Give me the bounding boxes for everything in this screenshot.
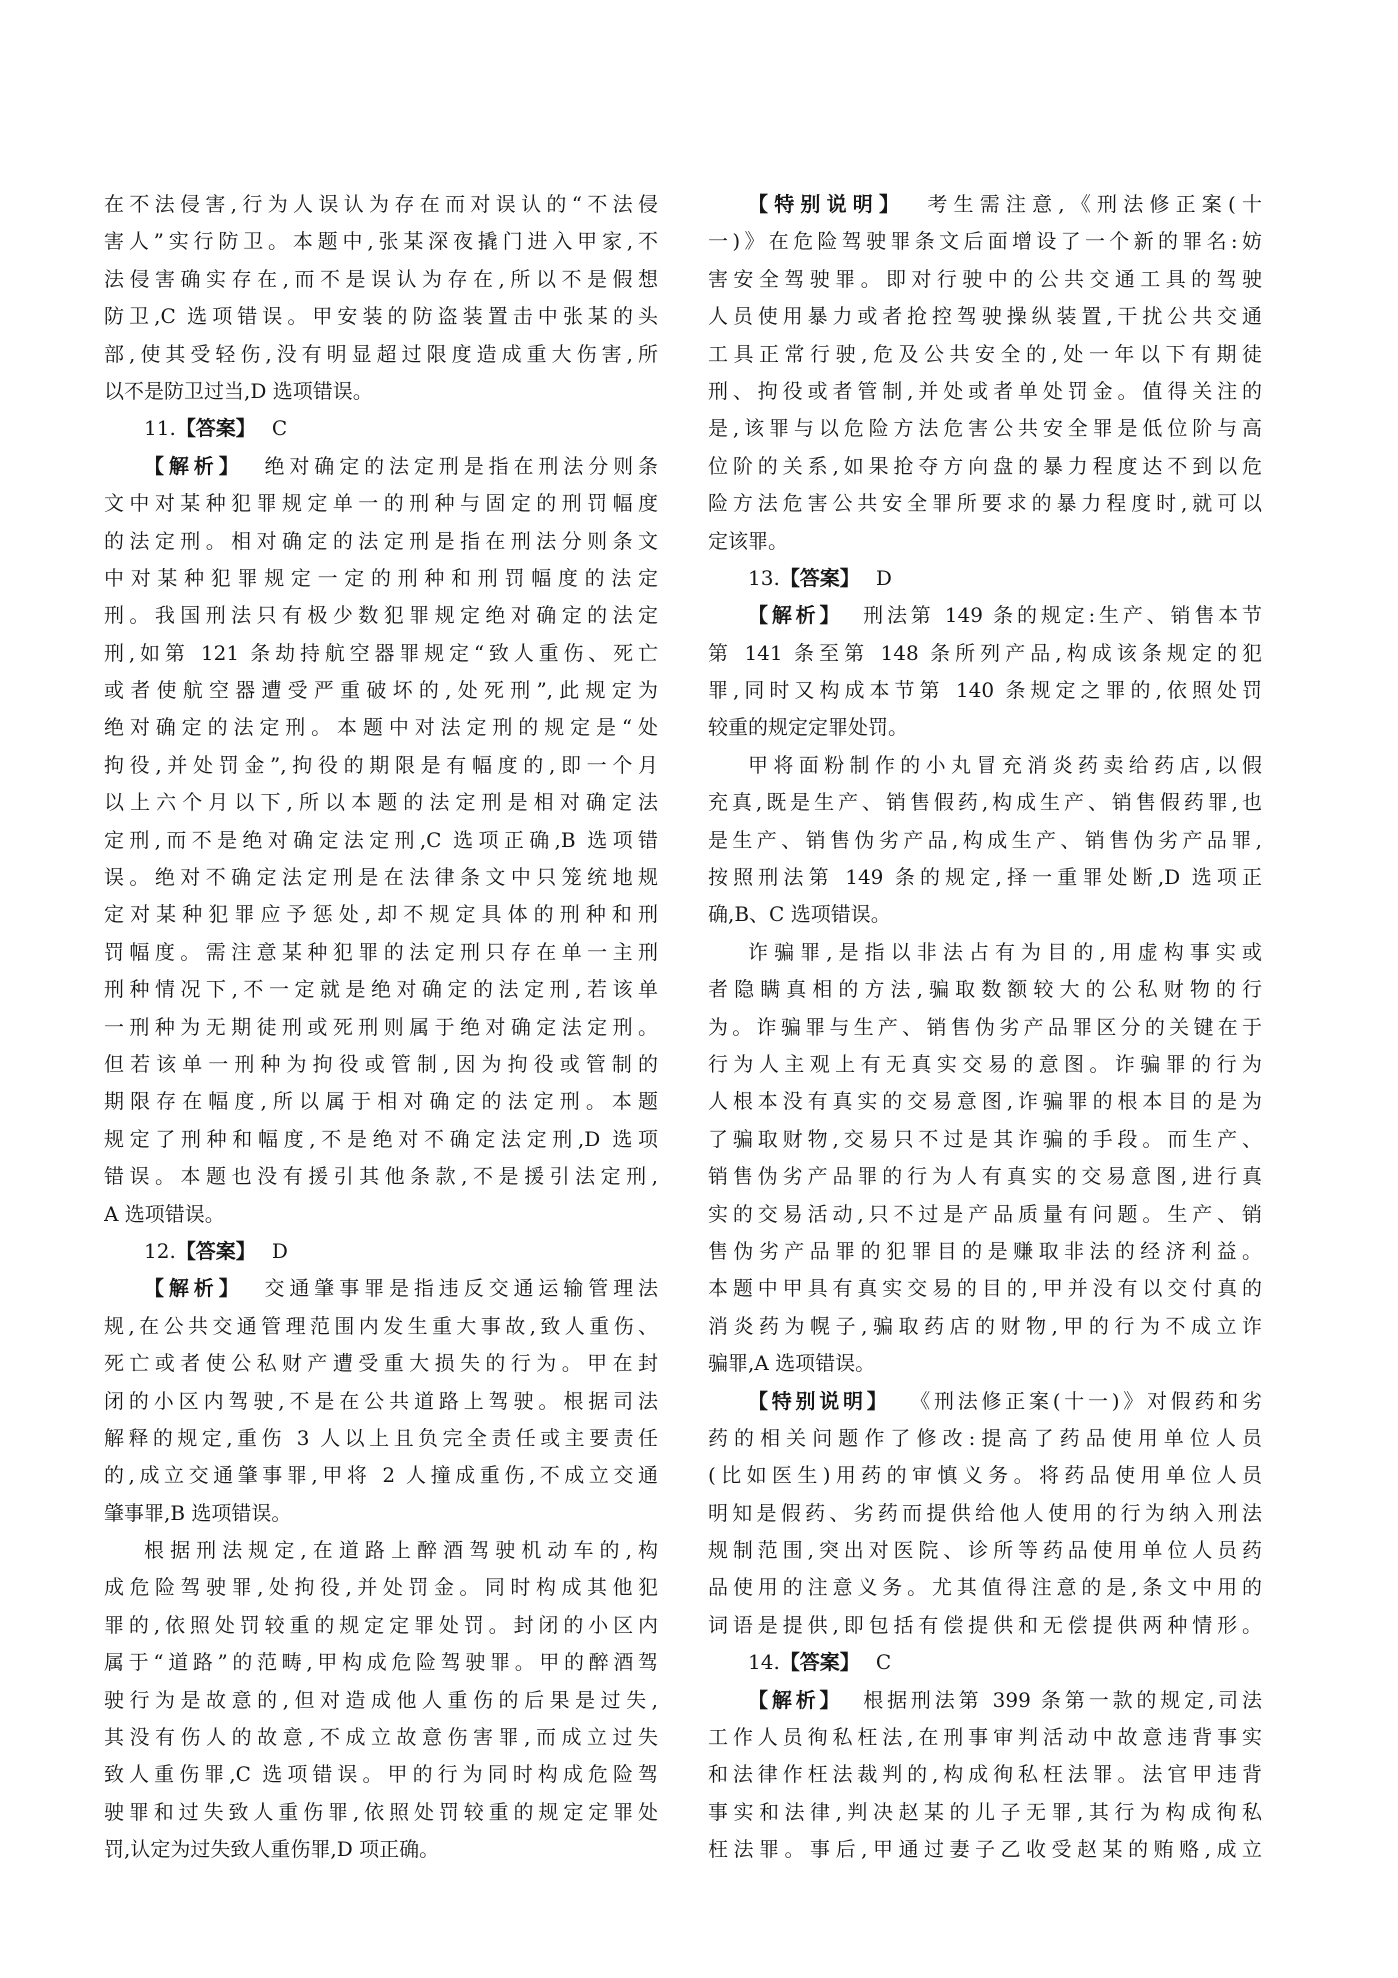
text-line	[104, 485, 658, 522]
text-line	[708, 1196, 1262, 1233]
text-line	[104, 784, 658, 821]
line-text: 刑种情况下,不一定就是绝对确定的法定刑,若该单	[104, 977, 658, 1002]
line-text: C	[271, 416, 288, 441]
text-line	[104, 1046, 658, 1083]
text-line	[104, 1831, 658, 1868]
section-tag: 【解析】	[144, 1276, 244, 1301]
line-text: 属于“道路”的范畴,甲构成危险驾驶罪。甲的醉酒驾	[104, 1650, 658, 1675]
line-text: 本题中甲具有真实交易的目的,甲并没有以交付真的	[708, 1276, 1262, 1301]
text-line	[708, 1756, 1262, 1793]
text-line	[708, 672, 1262, 709]
line-text: 较重的规定定罪处罚。	[708, 715, 908, 740]
text-line	[708, 186, 1262, 223]
text-line	[104, 1009, 658, 1046]
text-line	[708, 597, 1262, 634]
text-line	[708, 709, 1262, 746]
line-text: 文中对某种犯罪规定单一的刑种与固定的刑罚幅度	[104, 491, 658, 516]
line-text: 成危险驾驶罪,处拘役,并处罚金。同时构成其他犯	[104, 1575, 658, 1600]
text-line	[708, 1233, 1262, 1270]
section-tag: 【解析】	[748, 1687, 844, 1712]
line-text: 充真,既是生产、销售假药,构成生产、销售假药罪,也	[708, 790, 1262, 815]
question-number: 13.	[748, 565, 780, 590]
text-line	[104, 1682, 658, 1719]
text-line	[104, 1308, 658, 1345]
line-text: 刑法第 149 条的规定:生产、销售本节	[859, 603, 1262, 628]
text-line	[708, 261, 1262, 298]
section-tag: 【解析】	[144, 453, 244, 478]
line-text: 词语是提供,即包括有偿提供和无偿提供两种情形。	[708, 1612, 1262, 1637]
section-tag: 【答案】	[175, 1238, 256, 1263]
text-line	[708, 1644, 1262, 1681]
line-text: 其没有伤人的故意,不成立故意伤害罪,而成立过失	[104, 1725, 658, 1750]
line-text: 是,该罪与以危险方法危害公共安全罪是低位阶与高	[708, 416, 1262, 441]
line-text: 的法定刑。相对确定的法定刑是指在刑法分则条文	[104, 528, 658, 553]
line-text: 错误。本题也没有援引其他条款,不是援引法定刑,	[104, 1164, 658, 1189]
line-text: 刑。我国刑法只有极少数犯罪规定绝对确定的法定	[104, 603, 658, 628]
line-text: 人员使用暴力或者抢控驾驶操纵装置,干扰公共交通	[708, 304, 1262, 329]
text-line	[104, 1794, 658, 1831]
text-line	[104, 186, 658, 223]
line-text: 一刑种为无期徒刑或死刑则属于绝对确定法定刑。	[104, 1014, 658, 1039]
text-line	[708, 1607, 1262, 1644]
question-number: 12.	[144, 1238, 176, 1263]
text-line	[104, 971, 658, 1008]
text-line	[104, 1756, 658, 1793]
line-text: 人根本没有真实的交易意图,诈骗罪的根本目的是为	[708, 1089, 1262, 1114]
line-text: 售伪劣产品罪的犯罪目的是赚取非法的经济利益。	[708, 1238, 1262, 1263]
line-text: 实的交易活动,只不过是产品质量有问题。生产、销	[708, 1201, 1262, 1226]
line-text: A 选项错误。	[104, 1201, 225, 1226]
text-line	[708, 1457, 1262, 1494]
text-line	[104, 1532, 658, 1569]
text-line	[708, 1083, 1262, 1120]
text-line	[708, 373, 1262, 410]
line-text: 法侵害确实存在,而不是误认为存在,所以不是假想	[104, 266, 658, 291]
text-line	[104, 822, 658, 859]
line-text: 刑,如第 121 条劫持航空器罪规定“致人重伤、死亡	[104, 640, 658, 665]
line-text: 肇事罪,B 选项错误。	[104, 1500, 292, 1525]
text-line	[104, 896, 658, 933]
text-line	[708, 1495, 1262, 1532]
text-line	[104, 1719, 658, 1756]
line-text: 驶罪和过失致人重伤罪,依照处罚较重的规定定罪处	[104, 1799, 658, 1824]
text-line	[104, 261, 658, 298]
text-line	[708, 410, 1262, 447]
text-line	[104, 1383, 658, 1420]
line-text: 规定了刑种和幅度,不是绝对不确定法定刑,D 选项	[104, 1126, 658, 1151]
line-text: 闭的小区内驾驶,不是在公共道路上驾驶。根据司法	[104, 1388, 658, 1413]
line-text: 了骗取财物,交易只不过是其诈骗的手段。而生产、	[708, 1126, 1262, 1151]
line-text: 驶行为是故意的,但对造成他人重伤的后果是过失,	[104, 1687, 658, 1712]
line-text: 明知是假药、劣药而提供给他人使用的行为纳入刑法	[708, 1500, 1262, 1525]
line-text: 误。绝对不确定法定刑是在法律条文中只笼统地规	[104, 865, 658, 890]
section-tag: 【特别说明】	[748, 1388, 891, 1413]
section-tag: 【解析】	[748, 603, 844, 628]
line-text: 是生产、销售伪劣产品,构成生产、销售伪劣产品罪,	[708, 827, 1262, 852]
right-column	[708, 186, 1262, 1869]
text-line	[104, 709, 658, 746]
text-line	[104, 747, 658, 784]
text-line	[708, 1383, 1262, 1420]
text-line	[104, 560, 658, 597]
line-text: 解释的规定,重伤 3 人以上且负完全责任或主要责任	[104, 1425, 658, 1450]
line-text: 诈骗罪,是指以非法占有为目的,用虚构事实或	[748, 939, 1262, 964]
line-text: 行为人主观上有无真实交易的意图。诈骗罪的行为	[708, 1051, 1262, 1076]
line-text: 罪的,依照处罚较重的规定定罪处罚。封闭的小区内	[104, 1612, 658, 1637]
text-line	[104, 373, 658, 410]
line-text: 的,成立交通肇事罪,甲将 2 人撞成重伤,不成立交通	[104, 1463, 658, 1488]
line-text: 《刑法修正案(十一)》对假药和劣	[906, 1388, 1262, 1413]
text-line	[104, 1644, 658, 1681]
text-line	[104, 597, 658, 634]
line-text: 甲将面粉制作的小丸冒充消炎药卖给药店,以假	[748, 752, 1262, 777]
line-text: 枉法罪。事后,甲通过妻子乙收受赵某的贿赂,成立	[708, 1837, 1262, 1862]
line-text: 者隐瞒真相的方法,骗取数额较大的公私财物的行	[708, 977, 1262, 1002]
line-text: 工作人员徇私枉法,在刑事审判活动中故意违背事实	[708, 1725, 1262, 1750]
text-line	[104, 672, 658, 709]
text-line	[104, 1607, 658, 1644]
line-text: 罪,同时又构成本节第 140 条规定之罪的,依照处罚	[708, 678, 1262, 703]
text-line	[104, 1457, 658, 1494]
text-line	[104, 1158, 658, 1195]
left-column	[104, 186, 658, 1869]
text-line	[708, 635, 1262, 672]
text-line	[104, 448, 658, 485]
line-text: 或者使航空器遭受严重破坏的,处死刑”,此规定为	[104, 678, 658, 703]
text-line	[708, 896, 1262, 933]
text-line	[708, 971, 1262, 1008]
line-text: 防卫,C 选项错误。甲安装的防盗装置击中张某的头	[104, 304, 658, 329]
text-line	[708, 1009, 1262, 1046]
text-line	[708, 1046, 1262, 1083]
text-line	[104, 1270, 658, 1307]
text-line	[708, 1719, 1262, 1756]
text-line	[708, 523, 1262, 560]
text-line	[708, 336, 1262, 373]
line-text: 险方法危害公共安全罪所要求的暴力程度时,就可以	[708, 491, 1262, 516]
text-line	[104, 1495, 658, 1532]
line-text: 事实和法律,判决赵某的儿子无罪,其行为构成徇私	[708, 1799, 1262, 1824]
line-text: (比如医生)用药的审慎义务。将药品使用单位人员	[708, 1463, 1262, 1488]
text-line	[708, 859, 1262, 896]
section-tag: 【特别说明】	[748, 192, 906, 216]
line-text: 为。诈骗罪与生产、销售伪劣产品罪区分的关键在于	[708, 1014, 1262, 1039]
line-text: 刑、拘役或者管制,并处或者单处罚金。值得关注的	[708, 378, 1262, 403]
line-text: 在不法侵害,行为人误认为存在而对误认的“不法侵	[104, 192, 658, 216]
text-line	[708, 1794, 1262, 1831]
text-line	[104, 1345, 658, 1382]
line-text: 绝对确定的法定刑。本题中对法定刑的规定是“处	[104, 715, 658, 740]
line-text: 定该罪。	[708, 528, 788, 553]
text-line	[708, 1158, 1262, 1195]
line-text: 规,在公共交通管理范围内发生重大事故,致人重伤、	[104, 1313, 658, 1338]
text-line	[708, 1682, 1262, 1719]
text-line	[708, 934, 1262, 971]
line-text: D	[271, 1238, 288, 1263]
line-text: 中对某种犯罪规定一定的刑种和刑罚幅度的法定	[104, 565, 658, 590]
line-text: 部,使其受轻伤,没有明显超过限度造成重大伤害,所	[104, 341, 658, 366]
text-line	[708, 485, 1262, 522]
line-text: 工具正常行驶,危及公共安全的,处一年以下有期徒	[708, 341, 1262, 366]
text-line	[708, 1569, 1262, 1606]
line-text: 罚,认定为过失致人重伤罪,D 项正确。	[104, 1837, 440, 1862]
text-line	[104, 336, 658, 373]
line-text: 按照刑法第 149 条的规定,择一重罪处断,D 选项正	[708, 865, 1262, 890]
text-line	[708, 448, 1262, 485]
line-text: 害安全驾驶罪。即对行驶中的公共交通工具的驾驶	[708, 266, 1262, 291]
text-line	[104, 1121, 658, 1158]
line-text: 确,B、C 选项错误。	[708, 902, 891, 927]
text-line	[104, 523, 658, 560]
text-line	[708, 1420, 1262, 1457]
text-line	[104, 223, 658, 260]
text-line	[104, 635, 658, 672]
line-text: 害人”实行防卫。本题中,张某深夜撬门进入甲家,不	[104, 229, 658, 254]
line-text: 定对某种犯罪应予惩处,却不规定具体的刑种和刑	[104, 902, 658, 927]
text-line	[104, 1420, 658, 1457]
line-text: 绝对确定的法定刑是指在刑法分则条	[259, 453, 658, 478]
text-line	[708, 1532, 1262, 1569]
line-text: C	[875, 1650, 892, 1675]
line-text: 第 141 条至第 148 条所列产品,构成该条规定的犯	[708, 640, 1262, 665]
text-line	[104, 410, 658, 447]
text-line	[708, 1345, 1262, 1382]
line-text: 位阶的关系,如果抢夺方向盘的暴力程度达不到以危	[708, 453, 1262, 478]
line-text: 规制范围,突出对医院、诊所等药品使用单位人员药	[708, 1538, 1262, 1563]
line-text: 销售伪劣产品罪的行为人有真实的交易意图,进行真	[708, 1164, 1262, 1189]
text-line	[104, 1569, 658, 1606]
text-line	[104, 859, 658, 896]
line-text: 骗罪,A 选项错误。	[708, 1351, 876, 1376]
text-line	[708, 784, 1262, 821]
line-text: 期限存在幅度,所以属于相对确定的法定刑。本题	[104, 1089, 658, 1114]
text-line	[708, 1121, 1262, 1158]
question-number: 11.	[144, 416, 176, 441]
text-line	[708, 1831, 1262, 1868]
line-text: 药的相关问题作了修改:提高了药品使用单位人员	[708, 1425, 1262, 1450]
line-text: 以不是防卫过当,D 选项错误。	[104, 378, 373, 403]
line-text: 消炎药为幌子,骗取药店的财物,甲的行为不成立诈	[708, 1313, 1262, 1338]
section-tag: 【答案】	[175, 416, 256, 441]
section-tag: 【答案】	[779, 565, 860, 590]
line-text: 拘役,并处罚金”,拘役的期限是有幅度的,即一个月	[104, 752, 658, 777]
line-text: 以上六个月以下,所以本题的法定刑是相对确定法	[104, 790, 658, 815]
text-line	[708, 223, 1262, 260]
text-line	[708, 298, 1262, 335]
section-tag: 【答案】	[779, 1650, 860, 1675]
line-text: 但若该单一刑种为拘役或管制,因为拘役或管制的	[104, 1051, 658, 1076]
text-line	[708, 1308, 1262, 1345]
line-text: 交通肇事罪是指违反交通运输管理法	[259, 1276, 658, 1301]
line-text: 致人重伤罪,C 选项错误。甲的行为同时构成危险驾	[104, 1762, 658, 1787]
line-text: 根据刑法第 399 条第一款的规定,司法	[859, 1687, 1262, 1712]
line-text: 死亡或者使公私财产遭受重大损失的行为。甲在封	[104, 1351, 658, 1376]
text-line	[708, 560, 1262, 597]
line-text: 考生需注意,《刑法修正案(十	[921, 192, 1262, 216]
text-line	[104, 1196, 658, 1233]
text-line	[708, 1270, 1262, 1307]
line-text: 和法律作枉法裁判的,构成徇私枉法罪。法官甲违背	[708, 1762, 1262, 1787]
question-number: 14.	[748, 1650, 780, 1675]
text-line	[104, 298, 658, 335]
text-line	[104, 1083, 658, 1120]
text-line	[708, 747, 1262, 784]
line-text: 根据刑法规定,在道路上醉酒驾驶机动车的,构	[144, 1538, 658, 1563]
line-text: 品使用的注意义务。尤其值得注意的是,条文中用的	[708, 1575, 1262, 1600]
line-text: 一)》在危险驾驶罪条文后面增设了一个新的罪名:妨	[708, 229, 1262, 254]
text-line	[104, 934, 658, 971]
line-text: 定刑,而不是绝对确定法定刑,C 选项正确,B 选项错	[104, 827, 658, 852]
line-text: D	[875, 565, 892, 590]
line-text: 罚幅度。需注意某种犯罪的法定刑只存在单一主刑	[104, 939, 658, 964]
text-line	[708, 822, 1262, 859]
text-line	[104, 1233, 658, 1270]
